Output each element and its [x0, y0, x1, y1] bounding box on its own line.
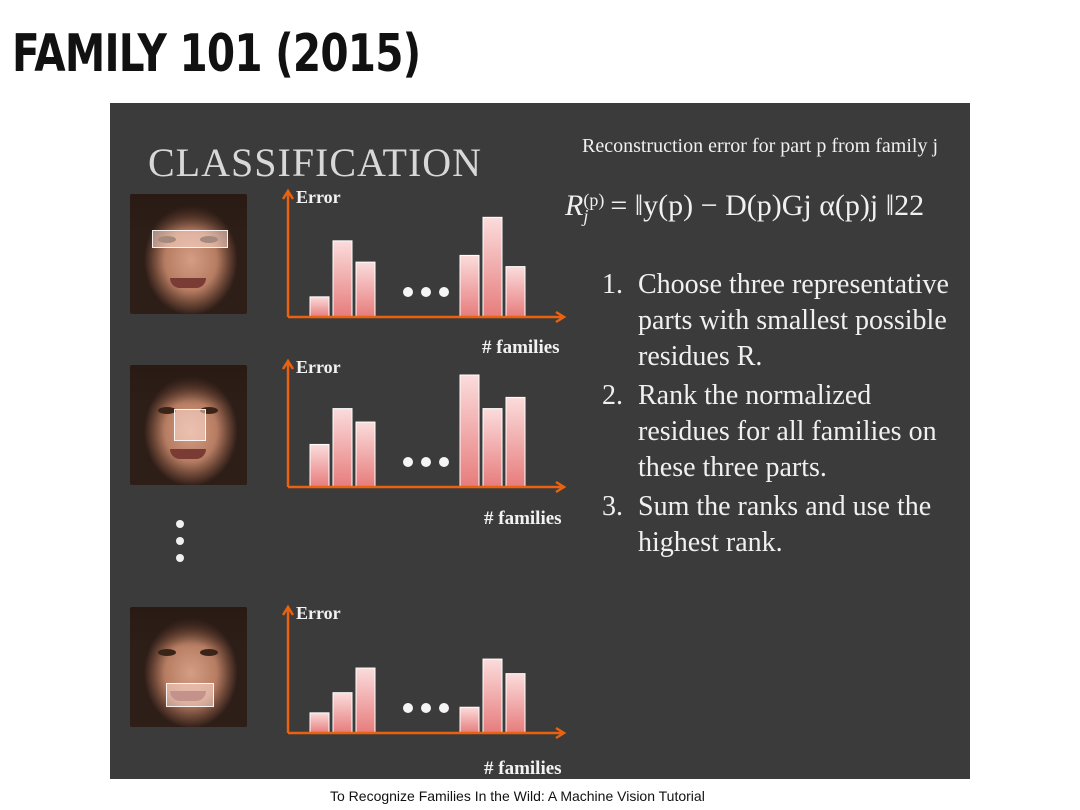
right-bar	[506, 674, 525, 733]
part-highlight	[152, 230, 228, 248]
slide	[110, 103, 970, 779]
step-item	[602, 267, 962, 375]
step-number: 3.	[602, 491, 623, 522]
more-rows-ellipsis	[176, 520, 186, 571]
right-bar	[460, 375, 479, 487]
step-item	[602, 378, 962, 486]
error-axis-label: Error	[296, 603, 341, 623]
step-number: 1.	[602, 269, 623, 300]
families-label: # families	[484, 758, 562, 779]
left-bar	[333, 409, 352, 487]
step-text: Choose three representative parts with smallest possible residues R.	[638, 269, 949, 372]
left-bar	[310, 713, 329, 733]
reconstruction-formula	[565, 189, 925, 227]
left-bar	[333, 241, 352, 317]
error-chart-mouth	[280, 599, 580, 759]
error-axis-label: Error	[296, 187, 341, 207]
ellipsis-dot	[403, 703, 413, 713]
right-bar	[506, 267, 525, 317]
families-label: # families	[484, 508, 562, 529]
right-bar	[460, 707, 479, 733]
left-bar	[310, 444, 329, 487]
footer-caption: To Recognize Families In the Wild: A Machine Vision Tutorial	[330, 788, 705, 804]
right-bar	[506, 397, 525, 487]
ellipsis-dot	[439, 287, 449, 297]
step-text: Sum the ranks and use the highest rank.	[638, 491, 932, 558]
ellipsis-dot	[421, 287, 431, 297]
left-bar	[333, 693, 352, 733]
ellipsis-dot	[403, 287, 413, 297]
left-bar	[356, 422, 375, 487]
formula-lhs-sub: j	[583, 206, 589, 227]
error-axis-label: Error	[296, 357, 341, 377]
right-bar	[483, 409, 502, 487]
ellipsis-dot	[403, 457, 413, 467]
right-bar	[483, 217, 502, 317]
ellipsis-dot	[439, 457, 449, 467]
error-chart-nose	[280, 353, 580, 513]
face-mouth-part	[130, 607, 247, 727]
right-bar	[483, 659, 502, 733]
face-eyes-part	[130, 194, 247, 314]
families-label: # families	[482, 337, 560, 358]
left-bar	[356, 668, 375, 733]
error-chart-eyes	[280, 183, 580, 343]
ellipsis-dot	[439, 703, 449, 713]
formula-lhs-sup: (p)	[583, 190, 605, 211]
part-highlight	[166, 683, 214, 707]
page-title: FAMILY 101 (2015)	[12, 24, 421, 84]
part-highlight	[174, 409, 206, 441]
right-bar	[460, 255, 479, 317]
left-bar	[310, 297, 329, 317]
reconstruction-error-text: Reconstruction error for part p from family j	[582, 135, 938, 157]
formula-rhs: = ‖y(p) − D(p)Gj α(p)j ‖22	[610, 189, 925, 222]
face-nose-part	[130, 365, 247, 485]
step-number: 2.	[602, 380, 623, 411]
slide-heading: CLASSIFICATION	[148, 140, 483, 185]
formula-lhs-base: R	[565, 189, 584, 222]
left-bar	[356, 262, 375, 317]
step-list	[602, 267, 962, 564]
step-text: Rank the normalized residues for all families on these three parts.	[638, 380, 937, 483]
ellipsis-dot	[421, 703, 431, 713]
ellipsis-dot	[421, 457, 431, 467]
step-item	[602, 489, 962, 561]
